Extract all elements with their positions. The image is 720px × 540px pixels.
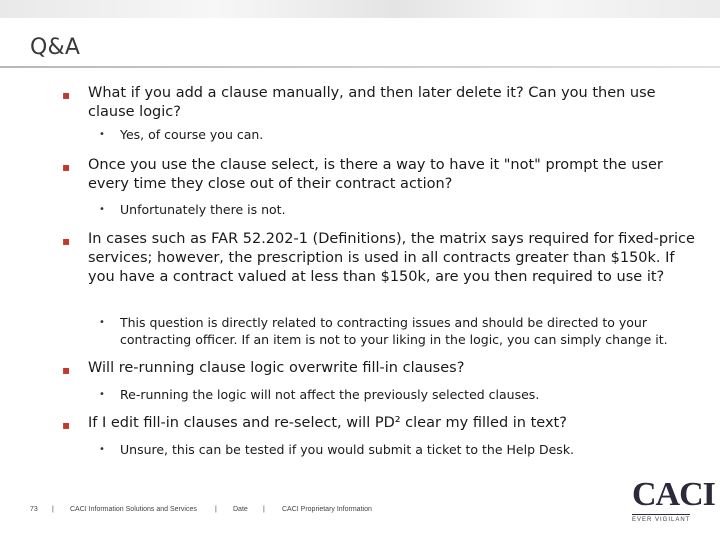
- sub-bullet-icon: •: [99, 444, 105, 455]
- sub-bullet-icon: •: [99, 129, 105, 140]
- top-decorative-band: [0, 0, 720, 18]
- logo-divider: [632, 514, 690, 515]
- question-5: If I edit fill-in clauses and re-select, will PD² clear my filled in text?: [88, 415, 567, 431]
- bullet-icon: [62, 366, 70, 374]
- footer-separator: |: [263, 506, 265, 513]
- page-number: 73: [30, 506, 38, 513]
- question-2: Once you use the clause select, is there a way to have it "not" prompt the user every time they close out of their contract action?: [88, 157, 663, 192]
- page-title: Q&A: [30, 35, 81, 60]
- question-3: In cases such as FAR 52.202-1 (Definitions), the matrix says required for fixed-price services; however, the prescription is used in all contracts greater than $150k. If you have a contract valued at less than $150k, are you then required to use it?: [88, 231, 695, 285]
- footer-company: CACI Information Solutions and Services: [70, 506, 197, 513]
- bullet-icon: [62, 421, 70, 429]
- bullet-icon: [62, 91, 70, 99]
- answer-5: Unsure, this can be tested if you would submit a ticket to the Help Desk.: [120, 442, 575, 457]
- logo-tagline: EVER VIGILANT: [632, 517, 691, 523]
- bullet-icon: [62, 163, 70, 171]
- answer-3: This question is directly related to contracting issues and should be directed to your contracting officer. If an item is not to your liking in the logic, you can simply change it.: [120, 315, 668, 347]
- title-divider: [0, 66, 720, 68]
- footer-date: Date: [233, 506, 248, 513]
- sub-bullet-icon: •: [99, 204, 105, 215]
- answer-1: Yes, of course you can.: [120, 127, 264, 142]
- question-1: What if you add a clause manually, and then later delete it? Can you then use clause logic?: [88, 85, 656, 120]
- footer-separator: |: [215, 506, 217, 513]
- bullet-icon: [62, 237, 70, 245]
- company-logo: [632, 476, 715, 524]
- answer-4: Re-running the logic will not affect the previously selected clauses.: [120, 387, 540, 402]
- footer-proprietary: CACI Proprietary Information: [282, 506, 372, 513]
- sub-bullet-icon: •: [99, 389, 105, 400]
- answer-2: Unfortunately there is not.: [120, 202, 286, 217]
- logo-wordmark: CACI: [632, 476, 715, 513]
- sub-bullet-icon: •: [99, 317, 105, 328]
- question-4: Will re-running clause logic overwrite fill-in clauses?: [88, 360, 465, 376]
- footer-separator: |: [52, 506, 54, 513]
